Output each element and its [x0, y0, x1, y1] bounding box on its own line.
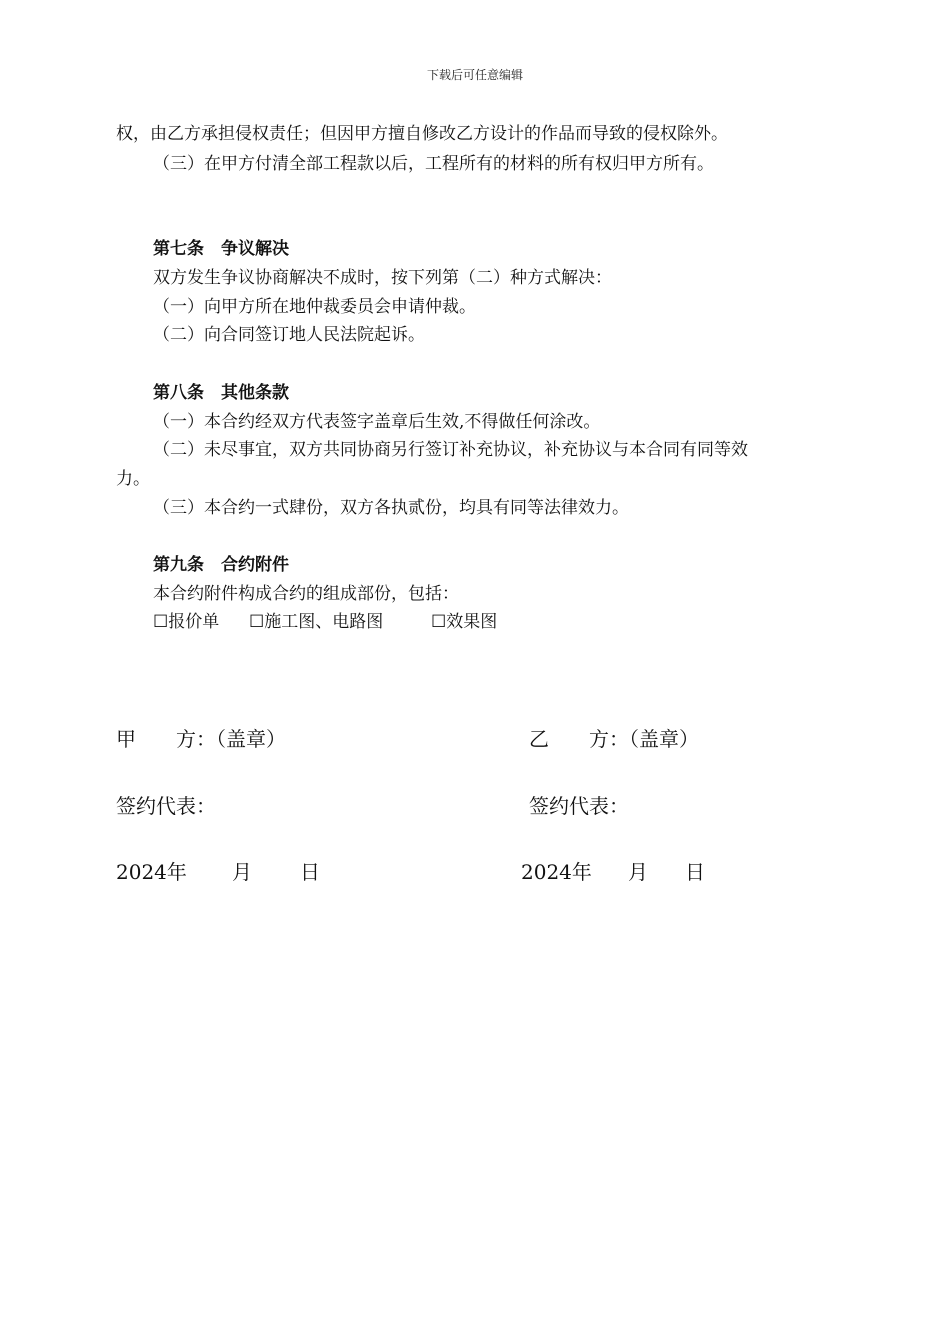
checkbox-icon[interactable]: ☐ — [153, 612, 169, 632]
section8-item1: （一）本合约经双方代表签字盖章后生效,不得做任何涂改。 — [153, 412, 601, 432]
checkbox-icon[interactable]: ☐ — [431, 612, 447, 632]
section8-title: 第八条 其他条款 — [153, 383, 289, 403]
section8-item3: （三）本合约一式肆份，双方各执贰份，均具有同等法律效力。 — [153, 498, 629, 518]
party-b-date-month: 月 — [628, 860, 648, 884]
attachment-label: 效果图 — [446, 612, 498, 632]
checkbox-icon[interactable]: ☐ — [249, 612, 265, 632]
section8-item2: （二）未尽事宜，双方共同协商另行签订补充协议，补充协议与本合同有同等效 — [153, 440, 748, 460]
attachment-item[interactable] — [431, 610, 497, 634]
attachment-item[interactable] — [249, 610, 383, 634]
attachment-label: 报价单 — [168, 612, 220, 632]
party-a-representative: 签约代表： — [116, 794, 216, 818]
party-a-date-year: 2024年 — [116, 860, 187, 884]
party-a-date-day: 日 — [300, 860, 320, 884]
section7-title: 第七条 争议解决 — [153, 239, 289, 259]
party-b-date-year: 2024年 — [521, 860, 592, 884]
page-header-note: 下载后可任意编辑 — [426, 68, 523, 82]
section7-item1: （一）向甲方所在地仲裁委员会申请仲裁。 — [153, 297, 476, 317]
attachment-label: 施工图、电路图 — [264, 612, 384, 632]
section9-title: 第九条 合约附件 — [153, 555, 289, 575]
section7-intro: 双方发生争议协商解决不成时，按下列第（二）种方式解决： — [153, 268, 612, 288]
attachment-item[interactable] — [153, 610, 219, 634]
section8-item2-continuation: 力。 — [116, 469, 150, 489]
section9-intro: 本合约附件构成合约的组成部份，包括： — [153, 584, 459, 604]
party-b-representative: 签约代表： — [529, 794, 629, 818]
party-b-date-day: 日 — [685, 860, 705, 884]
party-a-label: 甲 方：（盖章） — [116, 727, 286, 751]
section6-item3: （三）在甲方付清全部工程款以后，工程所有的材料的所有权归甲方所有。 — [153, 154, 714, 174]
party-b-label: 乙 方：（盖章） — [529, 727, 699, 751]
section6-continuation: 权，由乙方承担侵权责任；但因甲方擅自修改乙方设计的作品而导致的侵权除外。 — [116, 124, 728, 144]
section7-item2: （二）向合同签订地人民法院起诉。 — [153, 325, 425, 345]
party-a-date-month: 月 — [232, 860, 252, 884]
